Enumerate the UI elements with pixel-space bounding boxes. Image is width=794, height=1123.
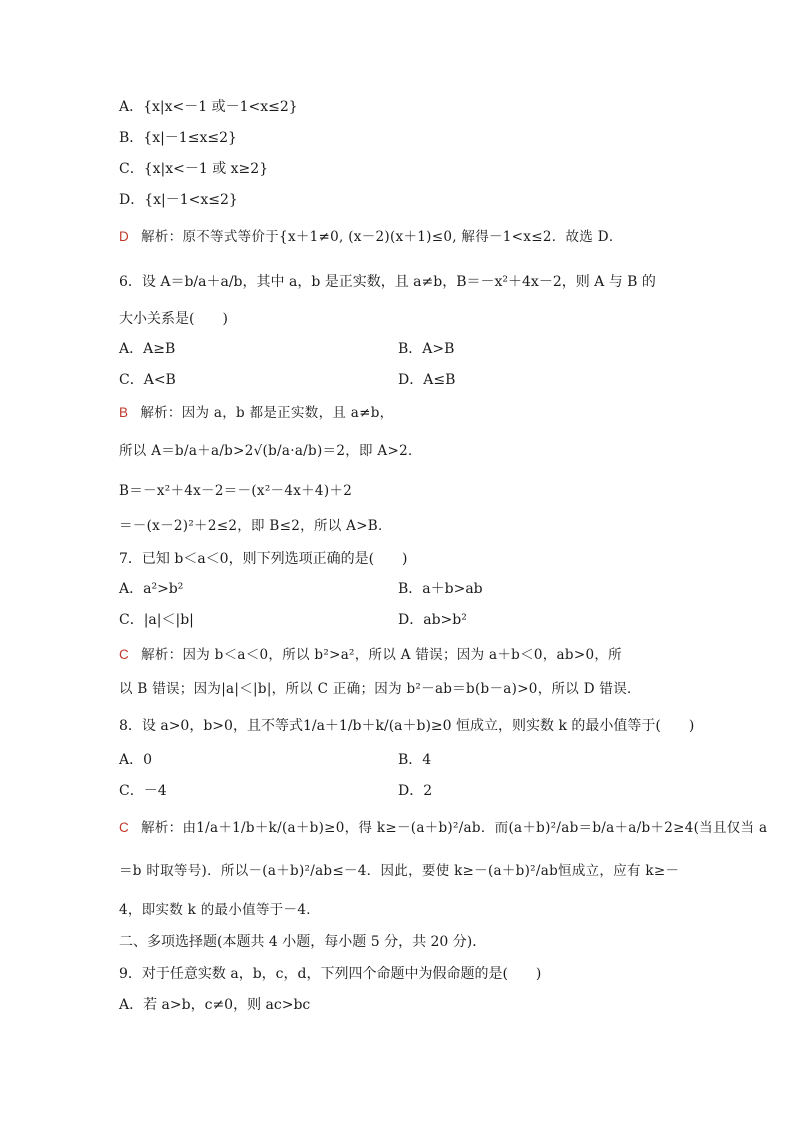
q8-solution-3: 4，即实数 k 的最小值等于－4．	[119, 902, 321, 918]
q6-solution-1	[119, 403, 393, 423]
solution-text: 解析：由1/a＋1/b＋k/(a＋b)≥0，得 k≥－(a＋b)²/ab．而(a＋b)²/ab＝b/a＋a/b＋2≥4(当且仅当 a	[141, 820, 768, 836]
section-2-heading: 二、多项选择题(本题共 4 小题，每小题 5 分，共 20 分)．	[119, 934, 487, 950]
q9-stem: 9．对于任意实数 a，b，c，d，下列四个命题中为假命题的是( )	[119, 966, 542, 982]
q7-option-b: B．a＋b>ab	[398, 581, 483, 597]
q8-option-c: C．－4	[119, 783, 167, 799]
q6-solution-2: 所以 A＝b/a＋a/b>2√(b/a·a/b)＝2，即 A>2．	[119, 443, 422, 459]
q8-option-b: B．4	[398, 752, 432, 768]
q7-option-a: A．a²>b²	[119, 581, 184, 597]
q7-solution-1	[119, 645, 622, 665]
solution-text: 解析：因为 b＜a＜0，所以 b²>a²，所以 A 错误；因为 a＋b＜0，ab>0，所	[141, 647, 622, 663]
q6-solution-3: B＝－x²＋4x－2＝－(x²－4x＋4)＋2	[119, 483, 353, 499]
answer-badge: D	[119, 229, 130, 244]
q7-option-d: D．ab>b²	[398, 612, 467, 628]
q6-option-b: B．A>B	[398, 341, 455, 357]
q5-solution	[119, 227, 623, 247]
q8-option-d: D．2	[398, 783, 433, 799]
q6-option-c: C．A<B	[119, 372, 176, 388]
solution-text: 解析：因为 a，b 都是正实数，且 a≠b，	[140, 405, 394, 421]
solution-text: 解析：原不等式等价于{x＋1≠0, (x－2)(x＋1)≤0, 解得－1<x≤2．故选 D．	[141, 229, 623, 245]
q6-stem-2: 大小关系是( )	[119, 311, 228, 327]
q5-option-c: C．{x|x<－1 或 x≥2}	[119, 161, 269, 177]
q5-option-d: D．{x|－1<x≤2}	[119, 192, 238, 208]
q7-stem: 7．已知 b＜a＜0，则下列选项正确的是( )	[119, 551, 408, 567]
q8-solution-2: ＝b 时取等号)．所以－(a＋b)²/ab≤－4．因此，要使 k≥－(a＋b)²/ab恒成立，应有 k≥－	[119, 863, 680, 879]
q5-option-a: A．{x|x<－1 或－1<x≤2}	[119, 99, 298, 115]
q6-stem-1: 6．设 A＝b/a＋a/b，其中 a，b 是正实数，且 a≠b，B＝－x²＋4x－2，则 A 与 B 的	[119, 274, 656, 290]
q7-solution-2: 以 B 错误；因为|a|＜|b|，所以 C 正确；因为 b²－ab＝b(b－a)>0，所以 D 错误．	[119, 681, 641, 697]
q6-solution-4: ＝－(x－2)²＋2≤2，即 B≤2，所以 A>B．	[119, 518, 392, 534]
q5-option-b: B．{x|－1≤x≤2}	[119, 130, 237, 146]
q8-stem: 8．设 a>0，b>0，且不等式1/a＋1/b＋k/(a＋b)≥0 恒成立，则实数 k 的最小值等于( )	[119, 718, 695, 734]
q9-option-a: A．若 a>b，c≠0，则 ac>bc	[119, 997, 311, 1013]
q7-option-c: C．|a|＜|b|	[119, 612, 194, 628]
answer-badge: C	[119, 820, 130, 835]
q6-option-a: A．A≥B	[119, 341, 176, 357]
answer-badge: C	[119, 647, 130, 662]
answer-badge: B	[119, 405, 129, 420]
q8-option-a: A．0	[119, 752, 153, 768]
q6-option-d: D．A≤B	[398, 372, 456, 388]
q8-solution-1	[119, 818, 767, 838]
